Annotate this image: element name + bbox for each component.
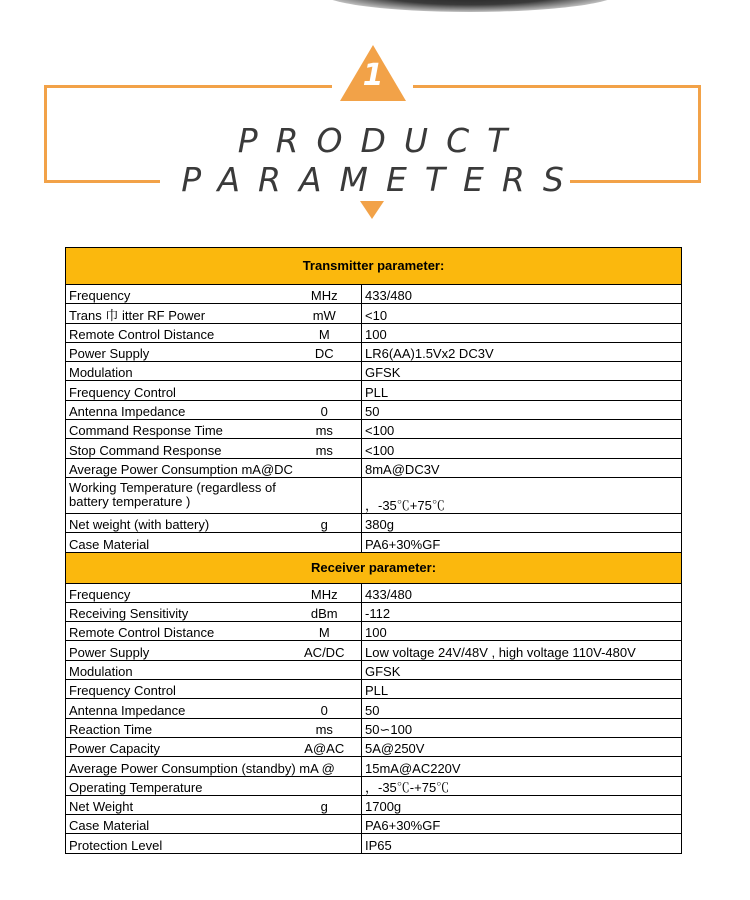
param-name: Operating Temperature	[66, 776, 288, 795]
table-row	[66, 362, 682, 381]
param-unit: M	[288, 622, 362, 641]
param-unit: ms	[288, 718, 362, 737]
table-row	[66, 776, 682, 795]
param-name: Net weight (with battery)	[66, 513, 288, 532]
table-row	[66, 304, 682, 323]
table-row	[66, 718, 682, 737]
param-unit: 0	[288, 400, 362, 419]
param-name: Stop Command Response	[66, 439, 288, 458]
receiver-section-header	[66, 552, 682, 583]
transmitter-section-title: Transmitter parameter:	[66, 248, 682, 285]
param-name: Frequency Control	[66, 680, 288, 699]
param-unit	[288, 776, 362, 795]
param-value: <10	[362, 304, 682, 323]
table-row	[66, 699, 682, 718]
param-name: Net Weight	[66, 795, 288, 814]
param-value: <100	[362, 420, 682, 439]
param-value: ，-35℃-+75℃	[362, 776, 682, 795]
table-row	[66, 680, 682, 699]
param-name: Protection Level	[66, 834, 288, 853]
param-name: Power Supply	[66, 641, 288, 660]
param-value: 15mA@AC220V	[362, 757, 682, 776]
param-value: 100	[362, 323, 682, 342]
param-value: PA6+30%GF	[362, 533, 682, 552]
param-value: 433/480	[362, 583, 682, 602]
param-value: 50∽100	[362, 718, 682, 737]
param-unit: DC	[288, 342, 362, 361]
param-unit: 0	[288, 699, 362, 718]
param-unit: ms	[288, 439, 362, 458]
param-unit	[288, 680, 362, 699]
param-value: 8mA@DC3V	[362, 458, 682, 477]
param-unit: g	[288, 795, 362, 814]
param-name: Antenna Impedance	[66, 400, 288, 419]
table-row	[66, 660, 682, 679]
param-name: Receiving Sensitivity	[66, 602, 288, 621]
param-value: Low voltage 24V/48V , high voltage 110V-480V	[362, 641, 682, 660]
param-name: Frequency	[66, 583, 288, 602]
param-value: 50	[362, 400, 682, 419]
table-row	[66, 815, 682, 834]
param-unit	[288, 477, 362, 513]
param-unit	[288, 815, 362, 834]
param-name: Working Temperature (regardless of battery temperature )	[66, 477, 288, 513]
table-row	[66, 323, 682, 342]
param-name: Trans 巾 itter RF Power	[66, 304, 288, 323]
top-shadow-decoration	[320, 0, 620, 12]
param-name: Modulation	[66, 660, 288, 679]
param-value: 100	[362, 622, 682, 641]
receiver-section-title: Receiver parameter:	[66, 552, 682, 583]
table-row	[66, 757, 682, 776]
param-value: 433/480	[362, 285, 682, 304]
table-row	[66, 420, 682, 439]
param-unit: mW	[288, 304, 362, 323]
table-row	[66, 285, 682, 304]
param-value: PA6+30%GF	[362, 815, 682, 834]
param-name: Frequency	[66, 285, 288, 304]
param-name: Average Power Consumption mA@DC	[66, 458, 288, 477]
param-value: ，-35℃+75℃	[362, 477, 682, 513]
table-row	[66, 533, 682, 552]
param-name: Reaction Time	[66, 718, 288, 737]
param-unit	[288, 834, 362, 853]
param-name: Remote Control Distance	[66, 323, 288, 342]
param-name: Power Supply	[66, 342, 288, 361]
param-value: <100	[362, 439, 682, 458]
param-unit: ms	[288, 420, 362, 439]
param-name: Antenna Impedance	[66, 699, 288, 718]
table-row	[66, 513, 682, 532]
param-value: 5A@250V	[362, 737, 682, 756]
param-value: PLL	[362, 680, 682, 699]
param-name: Case Material	[66, 815, 288, 834]
param-value: LR6(AA)1.5Vx2 DC3V	[362, 342, 682, 361]
param-name: Frequency Control	[66, 381, 288, 400]
transmitter-section-header	[66, 248, 682, 285]
table-row	[66, 622, 682, 641]
param-unit: A@AC	[288, 737, 362, 756]
table-row	[66, 342, 682, 361]
param-name: Command Response Time	[66, 420, 288, 439]
param-unit: MHz	[288, 285, 362, 304]
table-row	[66, 641, 682, 660]
table-row	[66, 834, 682, 853]
down-triangle-icon	[360, 201, 384, 219]
param-unit	[288, 533, 362, 552]
param-unit: M	[288, 323, 362, 342]
table-row	[66, 737, 682, 756]
param-name: Remote Control Distance	[66, 622, 288, 641]
param-unit: MHz	[288, 583, 362, 602]
frame-top-left	[44, 85, 332, 88]
param-value: -112	[362, 602, 682, 621]
param-unit	[288, 458, 362, 477]
table-row	[66, 477, 682, 513]
param-value: 50	[362, 699, 682, 718]
frame-top-right	[413, 85, 701, 88]
table-row	[66, 795, 682, 814]
param-name: Power Capacity	[66, 737, 288, 756]
param-value: 1700g	[362, 795, 682, 814]
param-unit	[288, 381, 362, 400]
param-unit: g	[288, 513, 362, 532]
table-row	[66, 439, 682, 458]
param-name: Average Power Consumption (standby) mA @	[66, 757, 288, 776]
badge-number: 1	[362, 58, 384, 93]
param-unit: dBm	[288, 602, 362, 621]
param-unit	[288, 362, 362, 381]
table-row	[66, 381, 682, 400]
table-row	[66, 400, 682, 419]
param-value: IP65	[362, 834, 682, 853]
param-value: GFSK	[362, 362, 682, 381]
parameters-table	[65, 247, 682, 854]
param-name: Modulation	[66, 362, 288, 381]
table-row	[66, 583, 682, 602]
table-row	[66, 458, 682, 477]
param-value: PLL	[362, 381, 682, 400]
param-value: GFSK	[362, 660, 682, 679]
param-value: 380g	[362, 513, 682, 532]
table-row	[66, 602, 682, 621]
param-name: Case Material	[66, 533, 288, 552]
page-title: PRODUCT PARAMETERS	[181, 121, 582, 199]
param-unit: AC/DC	[288, 641, 362, 660]
param-unit	[288, 660, 362, 679]
